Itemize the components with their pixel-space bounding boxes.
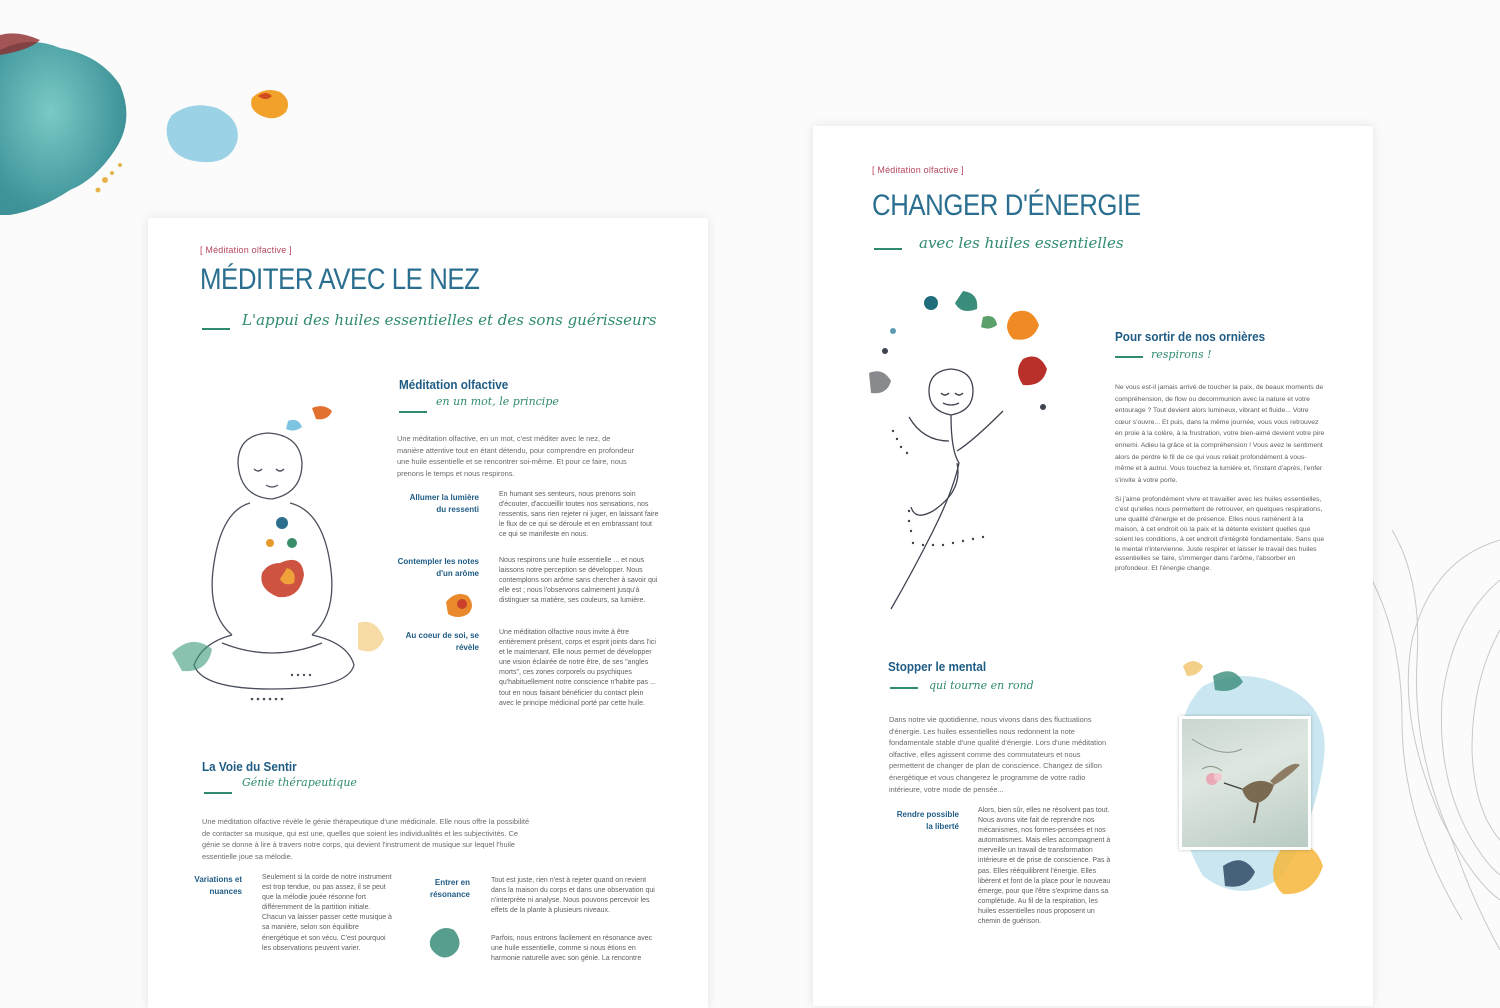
section1-intro: Une méditation olfactive, en un mot, c'est méditer avec le nez, de manière attentive tout en étant détendu, pour comprendre en profondeur une huile essentielle et se rencontrer soi-même. Et pour ce faire, nous prenons le temps et nous respirons.	[397, 434, 635, 478]
section2-intro: Une méditation olfactive révèle le génie thérapeutique d'une médicinale. Elle nous offre la possibilité de contacter sa musique, qui est une, quelles que soient les individualités et les subjectivités. Ce génie se donne à lire à travers notre corps, qui devient l'instrument de musique sur lequel l'huile essentielle joue sa mélodie.	[202, 817, 530, 861]
subtitle-rule	[874, 248, 902, 250]
item1-text: En humant ses senteurs, nous prenons soin d'écouter, d'accueillir toutes nos sensations, nos ressentis, sans rien rejeter ni juger, en laissant faire le flux de ce qui se déroule et en embrassant tout ce qui se manifeste en nous.	[499, 491, 659, 539]
section1-rule	[399, 411, 427, 413]
teal-watercolor-splash	[426, 922, 466, 962]
left-page	[148, 218, 708, 1008]
section2-rule	[890, 687, 918, 689]
freedom-text: Alors, bien sûr, elles ne résolvent pas tout. Nous avons vite fait de reprendre nos mécanismes, nos formes-pensées et nos automatismes. Mais elles accompagnent à merveille un travail de transformation intérieure et de prise de conscience. Pas à pas. Elles rééquilibrent l'énergie. Elles libèrent et font de la place pour le nouveau émerge, pour que l'être s'exprime dans sa complétude. Au fil de la respiration, les huiles essentielles nous proposent un chemin de guérison.	[978, 807, 1111, 926]
hummingbird-photo	[1179, 716, 1311, 850]
kicker: [ Méditation olfactive ]	[872, 165, 964, 175]
section2-subheading: Génie thérapeutique	[242, 776, 357, 789]
section2-intro: Dans notre vie quotidienne, nous vivons dans des fluctuations d'énergie. Les huiles essentielles nous redonnent la note fondamentale stable d'une qualité d'énergie. Lors d'une méditation olfactive, elles agissent comme des commutateurs et nous permettent de changer de plan de conscience. Changez de sillon énergétique et vous changerez le programme de votre radio intérieure, votre mode de pensée...	[889, 715, 1107, 794]
col1-text: Seulement si la corde de notre instrument est trop tendue, ou pas assez, il se peut que la mélodie jouée résonne fort différemment de la partition initiale. Chacun va laisser passer cette musique à sa manière, selon son équilibre énergétique et son vécu. C'est pourquoi les observations peuvent varier.	[262, 874, 392, 952]
orange-watercolor-splash	[442, 590, 476, 620]
subtitle-rule	[202, 328, 230, 330]
page-subtitle: avec les huiles essentielles	[919, 234, 1124, 252]
col2-text-b: Parfois, nous entrons facilement en résonance avec une huile essentielle, comme si nous étions en harmonie naturelle avec son génie. La rencontre	[491, 935, 653, 963]
freedom-label: Rendre possible la liberté	[896, 810, 959, 831]
section1-para1: Ne vous est-il jamais arrivé de toucher la paix, de beaux moments de compréhension, de flow ou decommunion avec la nature et votre entourage ? Tout devient alors lumineux, vibrant et fluide... Votre cœur s'ouvre... Et puis, dans la même journée, vous vous retrouvez en proie à la colère, à la frustration, votre bien-aimé devient votre pire ennemi. Adieu la grâce et la compréhension ! Vous avez le sentiment alors de perdre le fil de ce qui vous reliait profondément à vous-même et à autrui. Vous touchez la lumière et, l'instant d'après, l'enfer s'invite à votre porte.	[1115, 384, 1325, 484]
col2-label: Entrer en résonance	[429, 878, 470, 899]
section1-subheading: en un mot, le principe	[436, 395, 559, 408]
col1-label: Variations et nuances	[194, 875, 242, 896]
kicker: [ Méditation olfactive ]	[200, 245, 292, 255]
item1-label: Allumer la lumière du ressenti	[409, 493, 479, 514]
page-title: CHANGER D'ÉNERGIE	[872, 189, 1141, 222]
item2-label: Contempler les notes d'un arôme	[397, 557, 479, 578]
right-page	[813, 126, 1373, 1006]
section1-heading: Pour sortir de nos ornières	[1115, 329, 1266, 344]
page-subtitle: L'appui des huiles essentielles et des sons guérisseurs	[242, 311, 657, 329]
section2-heading: La Voie du Sentir	[202, 759, 297, 774]
section1-para2: Si j'aime profondément vivre et travailler avec les huiles essentielles, c'est qu'elles nous permettent de retrouver, en quelques respirations, une qualité d'énergie et de présence. Elles nous ramènent à la maison, à cet endroit où la paix et la détente existent quelles que soient les conditions, à cet endroit d'intégrité fondamentale. Sans que le mental n'intervienne. Juste respirer et laisser le travail des huiles essentielles se faire, s'immerger dans l'arôme, l'absorber en profondeur. Et l'énergie change.	[1115, 496, 1325, 573]
section1-subheading: respirons !	[1151, 348, 1212, 361]
col2-text-a: Tout est juste, rien n'est à rejeter quand on revient dans la maison du corps et dans une observation qui n'interprète ni analyse. Nous pouvons percevoir les effets de la plante à plusieurs niveaux.	[491, 877, 655, 915]
teal-watercolor-splash	[0, 30, 140, 220]
section2-rule	[204, 792, 232, 794]
item2-text: Nous respirons une huile essentielle ... et nous laissons notre perception se développer. Nous contemplons son arôme sans chercher à savoir qui elle est ; nous l'observons calmement jusqu'à distinguer sa matière, ses couleurs, sa lumière.	[499, 557, 658, 605]
meditating-figure	[162, 403, 398, 703]
blue-watercolor-splash	[162, 100, 244, 166]
section1-heading: Méditation olfactive	[399, 377, 509, 392]
item3-text: Une méditation olfactive nous invite à être entièrement présent, corps et esprit joints dans l'ici et le maintenant. Elle nous permet de développer une vision éclairée de notre être, de ses "angles morts", ces zones corporels ou psychiques qu'habituellement notre conscience n'habite pas ... tout en nous faisant bénéficier du contact plein avec le principe médicinal porté par cette huile.	[499, 629, 656, 707]
item3-label: Au coeur de soi, se révèle	[405, 631, 479, 652]
flower-outline	[1372, 520, 1500, 975]
orange-watercolor-splash	[246, 86, 294, 122]
hummingbird-icon	[1182, 719, 1308, 847]
section2-subheading: qui tourne en rond	[929, 679, 1034, 692]
section2-heading: Stopper le mental	[888, 659, 987, 674]
section1-rule	[1115, 356, 1143, 358]
page-title: MÉDITER AVEC LE NEZ	[200, 263, 480, 296]
dancing-figure	[863, 291, 1099, 611]
